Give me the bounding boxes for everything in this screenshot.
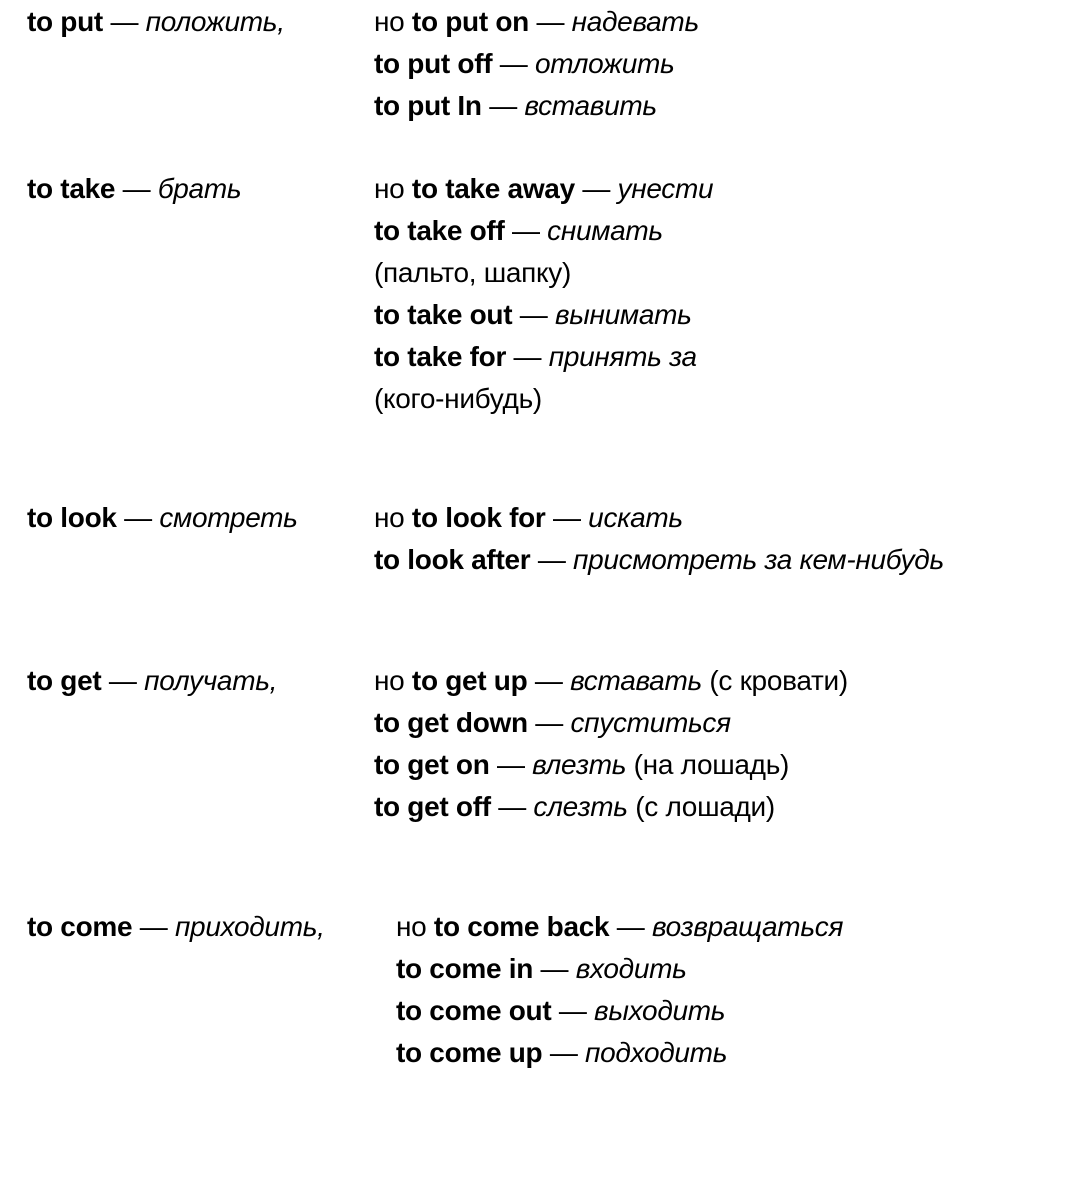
dash: — [549, 1037, 578, 1068]
dash: — [498, 791, 526, 822]
phrasal-verb: to come back [433, 911, 610, 942]
phrasal-entry [374, 215, 663, 247]
phrasal-entry [374, 502, 683, 534]
dash: — [558, 995, 587, 1026]
phrasal-translation: принять за [548, 341, 697, 372]
phrasal-entry [396, 911, 843, 943]
phrasal-verb: to put off [374, 48, 493, 79]
dash: — [534, 665, 563, 696]
phrasal-entry [374, 665, 848, 697]
phrasal-verb: to take out [374, 299, 513, 330]
phrasal-entry [374, 48, 674, 80]
base-entry [27, 6, 285, 38]
phrasal-verb: to take for [374, 341, 507, 372]
phrasal-entry [374, 749, 789, 781]
phrasal-verb: to come out [396, 995, 552, 1026]
dash: — [552, 502, 581, 533]
base-verb: to look [27, 502, 117, 533]
phrasal-translation: снимать [547, 215, 663, 246]
phrasal-entry [396, 995, 725, 1027]
phrasal-translation: отложить [534, 48, 675, 79]
usage-note: (с лошади) [635, 791, 775, 822]
phrasal-verb: to get down [374, 707, 528, 738]
base-translation: положить, [145, 6, 285, 37]
phrasal-entry [396, 1037, 727, 1069]
phrasal-translation: подходить [585, 1037, 728, 1068]
base-translation: брать [157, 173, 242, 204]
dash: — [535, 707, 563, 738]
base-translation: смотреть [159, 502, 298, 533]
phrasal-verb: to get on [374, 749, 490, 780]
usage-note: (на лошадь) [633, 749, 790, 780]
phrasal-translation: вынимать [554, 299, 692, 330]
phrasal-translation: возвращаться [651, 911, 844, 942]
conjunction: но [374, 665, 405, 696]
conjunction: но [374, 173, 405, 204]
phrasal-verb: to look after [374, 544, 531, 575]
phrasal-entry [374, 341, 697, 373]
phrasal-entry [374, 544, 944, 576]
dash: — [496, 749, 525, 780]
dash: — [110, 6, 139, 37]
phrasal-verb: to get up [411, 665, 528, 696]
dash: — [139, 911, 168, 942]
dash: — [537, 544, 566, 575]
dash: — [536, 6, 565, 37]
dash: — [489, 90, 517, 121]
phrasal-translation: присмотреть за кем-нибудь [573, 544, 944, 575]
phrasal-translation: искать [588, 502, 683, 533]
conjunction: но [374, 6, 405, 37]
phrasal-verb: to put In [374, 90, 482, 121]
note-text: (пальто, шапку) [374, 257, 572, 288]
usage-note: (с кровати) [709, 665, 848, 696]
dash: — [122, 173, 151, 204]
phrasal-verb: to take off [374, 215, 505, 246]
usage-note [374, 383, 542, 415]
phrasal-translation: надевать [571, 6, 699, 37]
base-verb: to get [27, 665, 102, 696]
base-entry [27, 911, 325, 943]
base-verb: to take [27, 173, 116, 204]
phrasal-translation: входить [575, 953, 687, 984]
dash: — [582, 173, 611, 204]
phrasal-entry [374, 6, 699, 38]
dash: — [616, 911, 645, 942]
conjunction: но [396, 911, 427, 942]
dash: — [499, 48, 528, 79]
phrasal-entry [374, 791, 775, 823]
phrasal-translation: унести [617, 173, 714, 204]
dash: — [124, 502, 152, 533]
phrasal-translation: спуститься [570, 707, 731, 738]
phrasal-verb: to get off [374, 791, 491, 822]
base-entry [27, 173, 241, 205]
dash: — [108, 665, 137, 696]
dash: — [513, 341, 542, 372]
phrasal-translation: выходить [594, 995, 726, 1026]
base-entry [27, 502, 298, 534]
phrasal-verb: to take away [411, 173, 575, 204]
base-verb: to put [27, 6, 103, 37]
usage-note [374, 257, 571, 289]
dash: — [519, 299, 548, 330]
conjunction: но [374, 502, 405, 533]
phrasal-verb: to come up [396, 1037, 543, 1068]
phrasal-entry [396, 953, 687, 985]
phrasal-translation: вставить [524, 90, 657, 121]
phrasal-entry [374, 90, 657, 122]
phrasal-translation: влезть [532, 749, 627, 780]
base-translation: приходить, [174, 911, 325, 942]
phrasal-translation: слезть [533, 791, 628, 822]
dash: — [540, 953, 569, 984]
phrasal-verb: to come in [396, 953, 534, 984]
base-entry [27, 665, 277, 697]
base-verb: to come [27, 911, 133, 942]
phrasal-translation: вставать [570, 665, 702, 696]
dash: — [511, 215, 540, 246]
phrasal-entry [374, 707, 731, 739]
base-translation: получать, [144, 665, 278, 696]
phrasal-entry [374, 299, 692, 331]
phrasal-verb: to put on [411, 6, 529, 37]
note-text: (кого-нибудь) [374, 383, 542, 414]
phrasal-verb: to look for [411, 502, 546, 533]
phrasal-entry [374, 173, 713, 205]
